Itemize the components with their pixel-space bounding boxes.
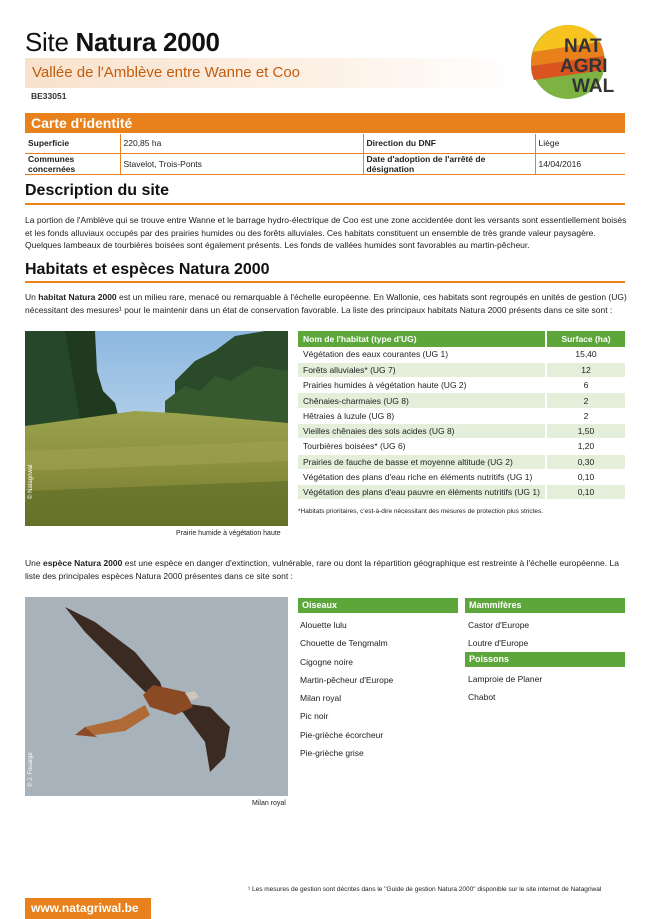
identity-value: Liège: [535, 134, 625, 153]
section-divider: [25, 281, 625, 283]
identity-heading: Carte d'identité: [31, 115, 133, 131]
list-item: Loutre d'Europe: [468, 638, 529, 649]
identity-value: Stavelot, Trois-Ponts: [120, 153, 363, 174]
list-item: Martin-pêcheur d'Europe: [300, 674, 394, 685]
list-item: Pie-grièche écorcheur: [300, 729, 384, 740]
identity-label: Communes concernées: [25, 153, 120, 174]
table-row: [298, 454, 625, 469]
photo-credit: © Natagriwal: [28, 464, 34, 499]
table-row: [298, 423, 625, 438]
habitat-name: Tourbières boisées* (UG 6): [298, 439, 546, 454]
meadow-caption: Prairie humide à végétation haute: [176, 530, 281, 537]
list-item: Chouette de Tengmalm: [300, 638, 388, 649]
page-title: Site Natura 2000: [25, 27, 220, 57]
table-row: [298, 393, 625, 408]
fish-list: [468, 673, 542, 710]
habitat-area: 12: [546, 362, 625, 377]
habitat-name: Chênaies-charmaies (UG 8): [298, 393, 546, 408]
list-item: Castor d'Europe: [468, 620, 530, 630]
svg-text:WAL: WAL: [572, 76, 615, 97]
kite-caption: Milan royal: [252, 800, 286, 807]
habitat-name: Végétation des eaux courantes (UG 1): [298, 347, 546, 362]
habitats-heading: Habitats et espèces Natura 2000: [25, 261, 270, 278]
list-item: Lamproie de Planer: [468, 674, 543, 684]
habitat-area: 0,30: [546, 454, 625, 469]
column-header-area: Surface (ha): [546, 331, 625, 347]
birds-heading: Oiseaux: [298, 598, 458, 613]
species-intro: Une espèce Natura 2000 est une espèce en danger d'extinction, vulnérable, rare ou dont la répartition géographique est restreinte à l'échelle européenne. La liste des principales espèces Natura 2000 présentes dans ce site sont :: [25, 558, 619, 581]
svg-text:AGRI: AGRI: [560, 56, 608, 77]
habitat-name: Prairies humides à végétation haute (UG 2): [298, 378, 546, 393]
identity-table: [25, 134, 625, 175]
identity-label: Superficie: [25, 134, 120, 153]
habitat-area: 1,20: [546, 439, 625, 454]
list-item: Alouette lulu: [300, 620, 347, 630]
habitat-name: Végétation des plans d'eau pauvre en éléments nutritifs (UG 1): [298, 485, 546, 500]
habitat-area: 0,10: [546, 485, 625, 500]
table-row: [298, 469, 625, 484]
kite-photo: [25, 597, 288, 796]
description-heading: Description du site: [25, 182, 170, 199]
habitat-area: 2: [546, 408, 625, 423]
section-divider: [25, 203, 625, 205]
meadow-photo: [25, 331, 288, 526]
footnote: ¹ Les mesures de gestion sont décrites dans le "Guide de gestion Natura 2000" disponible sur le site internet de Natagriwal: [248, 886, 602, 893]
habitat-area: 0,10: [546, 469, 625, 484]
habitats-note: *Habitats prioritaires, c'est-à-dire nécessitant des mesures de protection plus strictes.: [298, 508, 544, 515]
habitat-area: 2: [546, 393, 625, 408]
habitat-name: Végétation des plans d'eau riche en éléments nutritifs (UG 1): [298, 469, 546, 484]
identity-heading-band: [25, 113, 625, 133]
list-item: Pic noir: [300, 711, 329, 722]
table-row: [298, 347, 625, 362]
habitats-intro: Un habitat Natura 2000 est un milieu rare, menacé ou remarquable à l'échelle européenne. En Wallonie, ces habitats sont regroupés en unités de gestion (UG) nécessitant des mesures¹ pour le maintenir dans un état de conservation favorable. La liste des principaux habitats Natura 2000 présents dans ce site sont :: [25, 292, 627, 315]
list-item: Chabot: [468, 692, 496, 703]
habitat-name: Vieilles chênaies des sols acides (UG 8): [298, 423, 546, 438]
identity-label: Direction du DNF: [363, 134, 535, 153]
habitat-area: 1,50: [546, 423, 625, 438]
identity-label: Date d'adoption de l'arrêté de désignation: [363, 153, 535, 174]
table-row: [298, 378, 625, 393]
identity-value: 14/04/2016: [535, 153, 625, 174]
footer-band: [25, 898, 151, 919]
table-row: [298, 408, 625, 423]
habitat-name: Hêtraies à luzule (UG 8): [298, 408, 546, 423]
site-code: BE33051: [31, 91, 67, 101]
column-header-habitat: Nom de l'habitat (type d'UG): [298, 331, 546, 347]
table-row: [298, 485, 625, 500]
habitat-area: 6: [546, 378, 625, 393]
site-name-banner: [25, 58, 520, 88]
identity-row: [25, 153, 625, 174]
list-item: Milan royal: [300, 693, 342, 704]
identity-value: 220,85 ha: [120, 134, 363, 153]
natagriwal-logo: [520, 22, 625, 102]
habitat-area: 15,40: [546, 347, 625, 362]
table-row: [298, 362, 625, 377]
mammals-list: [468, 619, 529, 656]
fish-heading: Poissons: [465, 652, 625, 667]
habitat-name: Prairies de fauche de basse et moyenne altitude (UG 2): [298, 454, 546, 469]
site-name: Vallée de l'Amblève entre Wanne et Coo: [32, 64, 301, 81]
mammals-heading: Mammifères: [465, 598, 625, 613]
list-item: Cigogne noire: [300, 656, 353, 667]
identity-row: [25, 134, 625, 153]
habitats-table: [298, 331, 625, 500]
habitat-name: Forêts alluviales* (UG 7): [298, 362, 546, 377]
description-text: La portion de l'Amblève qui se trouve entre Wanne et le barrage hydro-électrique de Coo est une zone accidentée dont les versants sont essentiellement boisés et les fonds alluviaux occupés par des prairies humides ou des forêts alluviales. Ces habitats constituent un ensemble de très grande valeur paysagère. Quelques lambeaux de tourbières boisées sont également présents. Les fonds de vallées humides sont favorables au martin-pêcheur.: [25, 215, 627, 250]
birds-list: [300, 619, 393, 765]
svg-text:NAT: NAT: [564, 36, 602, 57]
list-item: Pie-grièche grise: [300, 748, 364, 759]
photo-credit: © J. Fouarge: [28, 752, 34, 787]
website-link[interactable]: www.natagriwal.be: [31, 901, 139, 915]
table-row: [298, 439, 625, 454]
